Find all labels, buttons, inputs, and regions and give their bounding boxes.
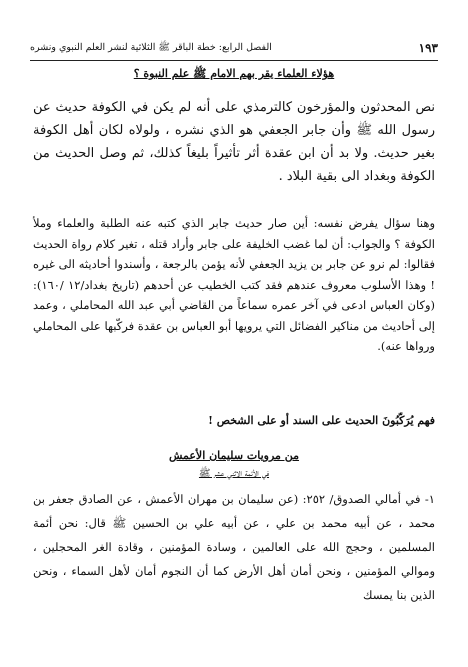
- paragraph-2: وهنا سؤال يفرض نفسه: أين صار حديث جابر الذي كتبه عنه الطلبة والعلماء وملأ الكوفة ؟ والجواب: أن لما غضب الخليفة على جابر وأراد قتله ، تغير كلام رواة الحديث فقالوا: لم نرو عن جابر بن يزيد الجعفي لأنه يؤمن بالرجعة ، وأسندوا أحاديثه الى غيره ! وهذا الأسلوب معروف عندهم فقد كتب الخطيب عن أحدهم (تاريخ بغداد/١٢ /١٦٠): (وكان العباس ادعى في آخر عمره سماعاً من القاضي أبي عبد الله المحاملي ، وعمد إلى أحاديث من مناكير الفضائل التي يرويها أبو العباس بن عقدة فركّبها على المحاملي ورواها عنه).: [33, 216, 436, 353]
- page-header: [30, 40, 438, 56]
- paragraph-1: نص المحدثون والمؤرخون كالترمذي على أنه لم يكن في الكوفة حديث عن رسول الله ﷺ وأن جابر الجعفي هو الذي نشره ، ولولاه لكان أهل الكوفة بغير حديث. ولا بد أن ابن عقدة أثر تأثيراً بليغاً كذلك، ثم وصل الحديث من الكوفة وبغداد الى بقية البلاد .: [33, 100, 435, 184]
- paragraph-4: ١- في أمالي الصدوق/ ٢٥٢: (عن سليمان بن مهران الأعمش ، عن الصادق جعفر بن محمد ، عن أبيه محمد بن علي ، عن أبيه علي بن الحسين ﷺ قال: نحن أئمة المسلمين ، وحجج الله على العالمين ، وسادة المؤمنين ، وقادة الغر المحجلين ، وموالي المؤمنين ، ونحن أمان أهل الأرض كما أن النجوم أمان لأهل السماء ، ونحن الذين بنا يمسك: [33, 492, 435, 602]
- section-title: من مرويات سليمان الأعمش: [168, 449, 300, 462]
- paragraph-3: فهم يُرَكّبُونَ الحديث على السند أو على الشخص !: [208, 414, 435, 427]
- section-subtitle: في الأئمة الاثني عشر ﷺ: [198, 468, 270, 479]
- page-number: ١٩٣: [418, 41, 438, 55]
- running-title: الفصل الرابع: خطة الباقر ﷺ الثلاثية لنشر العلم النبوي ونشره: [30, 42, 272, 53]
- header-divider: [30, 60, 438, 61]
- section-heading: هؤلاء العلماء يقر بهم الامام ﷺ علم النبوة ؟: [133, 67, 335, 80]
